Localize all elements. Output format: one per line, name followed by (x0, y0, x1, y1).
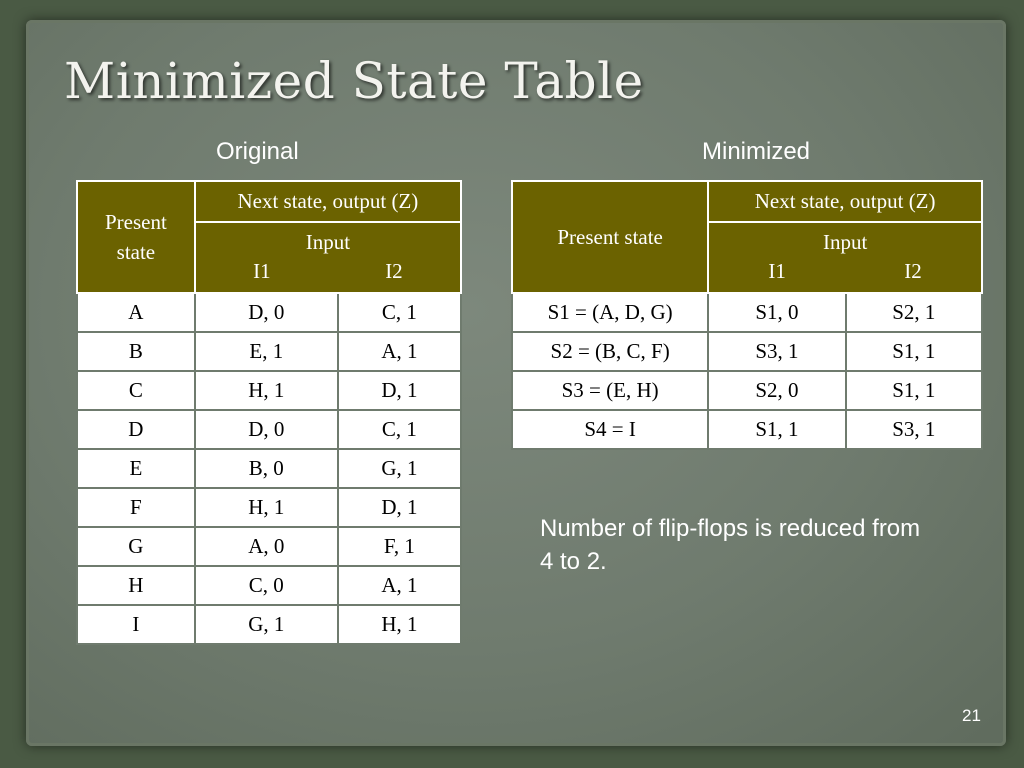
table-row (77, 527, 461, 566)
original-state-table (76, 180, 462, 645)
next-state-i2-cell: S1, 1 (846, 371, 982, 410)
next-state-i2-cell: D, 1 (338, 488, 461, 527)
table-row (77, 449, 461, 488)
present-state-cell: D (77, 410, 195, 449)
next-state-i1-cell: S2, 0 (708, 371, 845, 410)
original-caption: Original (216, 138, 299, 165)
table-row (77, 332, 461, 371)
next-state-i1-cell: H, 1 (195, 488, 338, 527)
table-row (512, 371, 982, 410)
i1-label: I1 (253, 259, 271, 284)
present-state-cell: C (77, 371, 195, 410)
present-state-cell: A (77, 293, 195, 332)
next-state-i1-cell: C, 0 (195, 566, 338, 605)
next-state-i1-cell: G, 1 (195, 605, 338, 644)
next-state-i2-cell: C, 1 (338, 410, 461, 449)
minimized-caption: Minimized (702, 138, 811, 165)
next-state-i2-cell: S1, 1 (846, 332, 982, 371)
table-row (77, 605, 461, 644)
next-state-i2-cell: D, 1 (338, 371, 461, 410)
next-state-header: Next state, output (Z) (195, 181, 461, 222)
present-state-cell: B (77, 332, 195, 371)
next-state-i1-cell: D, 0 (195, 410, 338, 449)
present-state-cell: H (77, 566, 195, 605)
next-state-i2-cell: C, 1 (338, 293, 461, 332)
next-state-i1-cell: S1, 0 (708, 293, 845, 332)
next-state-i2-cell: H, 1 (338, 605, 461, 644)
next-state-i1-cell: E, 1 (195, 332, 338, 371)
table-row (77, 293, 461, 332)
next-state-i2-cell: S2, 1 (846, 293, 982, 332)
next-state-i2-cell: A, 1 (338, 332, 461, 371)
table-row (77, 410, 461, 449)
input-header (708, 222, 982, 293)
table-row (512, 332, 982, 371)
next-state-i1-cell: H, 1 (195, 371, 338, 410)
input-columns (709, 257, 981, 286)
table-row (512, 410, 982, 449)
slide-title: Minimized State Table (64, 52, 644, 110)
present-state-cell: S1 = (A, D, G) (512, 293, 708, 332)
table-row (77, 371, 461, 410)
table-row (512, 293, 982, 332)
next-state-i1-cell: A, 0 (195, 527, 338, 566)
next-state-i2-cell: S3, 1 (846, 410, 982, 449)
input-header (195, 222, 461, 293)
present-state-cell: F (77, 488, 195, 527)
i2-label: I2 (904, 259, 922, 284)
i2-label: I2 (385, 259, 403, 284)
present-state-header: Present state (77, 181, 195, 293)
table-row (77, 566, 461, 605)
next-state-i1-cell: D, 0 (195, 293, 338, 332)
flip-flop-note: Number of flip-flops is reduced from 4 to 2. (540, 515, 921, 575)
present-state-cell: I (77, 605, 195, 644)
i1-label: I1 (768, 259, 786, 284)
next-state-i2-cell: F, 1 (338, 527, 461, 566)
table-row (77, 488, 461, 527)
next-state-header: Next state, output (Z) (708, 181, 982, 222)
next-state-i2-cell: A, 1 (338, 566, 461, 605)
input-label: Input (822, 230, 868, 255)
present-state-cell: S3 = (E, H) (512, 371, 708, 410)
next-state-i2-cell: G, 1 (338, 449, 461, 488)
input-label: Input (305, 230, 351, 255)
present-state-cell: E (77, 449, 195, 488)
present-state-cell: G (77, 527, 195, 566)
page-number: 21 (962, 706, 981, 725)
present-state-header: Present state (512, 181, 708, 293)
next-state-i1-cell: S1, 1 (708, 410, 845, 449)
minimized-state-table (511, 180, 983, 450)
next-state-i1-cell: B, 0 (195, 449, 338, 488)
present-state-cell: S2 = (B, C, F) (512, 332, 708, 371)
next-state-i1-cell: S3, 1 (708, 332, 845, 371)
input-columns (196, 257, 460, 286)
present-state-cell: S4 = I (512, 410, 708, 449)
